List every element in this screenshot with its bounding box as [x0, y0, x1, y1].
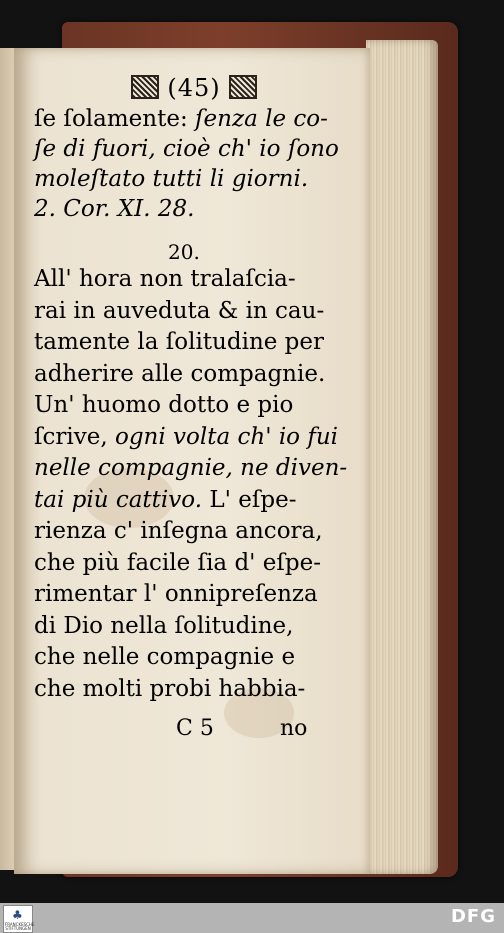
text-segment: che molti probi habbia-: [34, 675, 306, 702]
body-line: [34, 453, 348, 483]
text-segment: ogni volta ch' io fui: [114, 423, 339, 450]
dfg-logo: DFG: [450, 906, 496, 927]
catchword: no: [280, 716, 308, 741]
text-segment: rimentar l' onnipreſenza: [34, 581, 318, 607]
body-line: [34, 485, 334, 515]
body-line: [34, 642, 334, 672]
page-header: [114, 74, 274, 102]
text-segment: che nelle compagnie e: [34, 644, 296, 670]
text-segment: ſcrive,: [34, 423, 115, 450]
body-line: [34, 390, 334, 420]
text-line: [34, 134, 339, 164]
text-segment: moleſtato tutti li giorni.: [34, 166, 309, 192]
text-line: [34, 164, 334, 194]
text-segment: Un' huomo dotto e pio: [34, 392, 294, 418]
text-segment: ſe di fuori, cioè ch' io ſono: [34, 136, 339, 162]
institution-logo: [3, 905, 33, 933]
body-line: [34, 674, 334, 704]
text-segment: All' hora non tralaſcia-: [34, 266, 296, 292]
text-line: [34, 104, 334, 134]
text-segment: adherire alle compagnie.: [34, 360, 326, 387]
text-segment: ſe ſolamente:: [34, 106, 196, 132]
text-segment: che più facile ſia d' eſpe-: [34, 549, 322, 576]
viewer-footer: [0, 903, 504, 933]
body-line: [34, 516, 334, 546]
page-edges: [366, 40, 438, 874]
page-number: (45): [167, 74, 221, 102]
text-segment: nelle compagnie, ne diven-: [34, 455, 348, 481]
text-segment: rai in auveduta & in cau-: [34, 297, 325, 324]
text-segment: di Dio nella ſolitudine,: [34, 612, 294, 639]
body-line: [34, 579, 334, 609]
text-segment: tamente la ſolitudine per: [34, 329, 325, 355]
logo-icon: ♣: [12, 908, 23, 922]
body-line: [34, 296, 334, 326]
body-line: [34, 327, 334, 357]
section-number: 20.: [168, 240, 200, 264]
body-line: [34, 264, 334, 294]
text-segment: tai più cattivo.: [34, 486, 203, 513]
logo-text: FRANCKESCHE STIFTUNGEN: [5, 922, 35, 931]
text-segment: 2. Cor. XI. 28.: [34, 196, 195, 222]
right-ornament-icon: [229, 75, 257, 99]
text-segment: rienza c' inſegna ancora,: [34, 518, 323, 544]
body-line: [34, 359, 334, 389]
body-line: [34, 611, 334, 641]
left-ornament-icon: [131, 75, 159, 99]
text-line: [34, 194, 334, 224]
signature-mark: C 5: [176, 716, 214, 741]
body-line: [34, 422, 339, 452]
body-line: [34, 548, 334, 578]
text-segment: ſenza le co-: [195, 106, 328, 132]
text-segment: L' eſpe-: [202, 486, 297, 513]
